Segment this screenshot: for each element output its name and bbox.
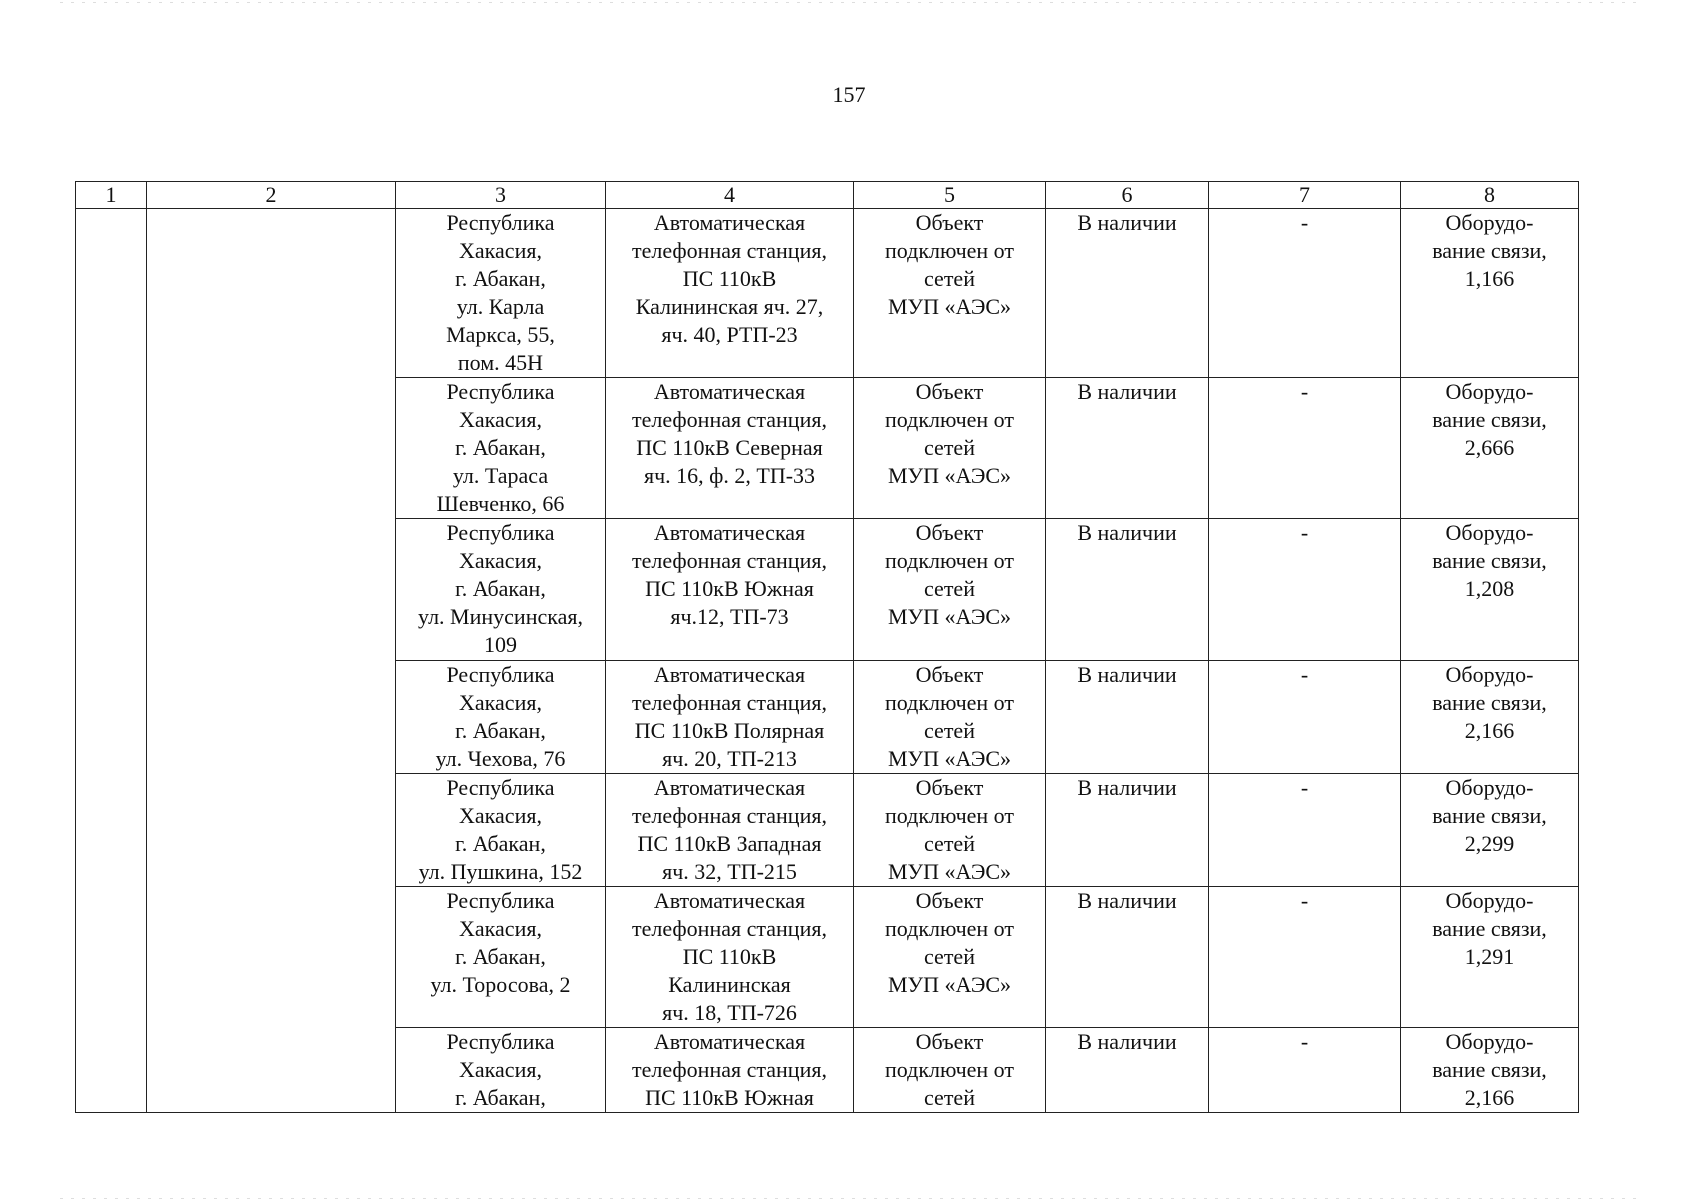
column-number: 4 — [606, 182, 854, 209]
page-number: 157 — [832, 82, 866, 107]
equipment-cell: Оборудо- вание связи, 2,299 — [1401, 774, 1579, 887]
column-number: 7 — [1209, 182, 1401, 209]
object-cell: Автоматическая телефонная станция, ПС 110кВ Полярная яч. 20, ТП-213 — [606, 661, 854, 774]
equipment-cell: Оборудо- вание связи, 1,208 — [1401, 519, 1579, 661]
connection-cell: Объект подключен от сетей МУП «АЭС» — [854, 661, 1046, 774]
equipment-cell: Оборудо- вание связи, 2,166 — [1401, 1028, 1579, 1113]
col7-cell: - — [1209, 519, 1401, 661]
address-cell: Республика Хакасия, г. Абакан, ул. Пушкина, 152 — [396, 774, 606, 887]
equipment-cell: Оборудо- вание связи, 1,166 — [1401, 209, 1579, 378]
connection-cell: Объект подключен от сетей МУП «АЭС» — [854, 887, 1046, 1028]
col7-cell: - — [1209, 661, 1401, 774]
data-table — [75, 181, 1579, 1113]
col7-cell: - — [1209, 1028, 1401, 1113]
scan-edge-top — [60, 2, 1640, 3]
availability-cell: В наличии — [1046, 661, 1209, 774]
col7-cell: - — [1209, 887, 1401, 1028]
column-number: 3 — [396, 182, 606, 209]
column-number: 2 — [147, 182, 396, 209]
availability-cell: В наличии — [1046, 519, 1209, 661]
col7-cell: - — [1209, 378, 1401, 519]
equipment-cell: Оборудо- вание связи, 2,166 — [1401, 661, 1579, 774]
availability-cell: В наличии — [1046, 1028, 1209, 1113]
col7-cell: - — [1209, 209, 1401, 378]
equipment-cell: Оборудо- вание связи, 1,291 — [1401, 887, 1579, 1028]
col7-cell: - — [1209, 774, 1401, 887]
address-cell: Республика Хакасия, г. Абакан, ул. Тараса Шевченко, 66 — [396, 378, 606, 519]
column-number-row — [76, 182, 1579, 209]
connection-cell: Объект подключен от сетей МУП «АЭС» — [854, 774, 1046, 887]
address-cell: Республика Хакасия, г. Абакан, ул. Торосова, 2 — [396, 887, 606, 1028]
object-cell: Автоматическая телефонная станция, ПС 110кВ Южная — [606, 1028, 854, 1113]
object-cell: Автоматическая телефонная станция, ПС 110кВ Калининская яч. 27, яч. 40, РТП-23 — [606, 209, 854, 378]
address-cell: Республика Хакасия, г. Абакан, ул. Карла Маркса, 55, пом. 45Н — [396, 209, 606, 378]
object-cell: Автоматическая телефонная станция, ПС 110кВ Калининская яч. 18, ТП-726 — [606, 887, 854, 1028]
column-number: 1 — [76, 182, 147, 209]
object-cell: Автоматическая телефонная станция, ПС 110кВ Западная яч. 32, ТП-215 — [606, 774, 854, 887]
connection-cell: Объект подключен от сетей МУП «АЭС» — [854, 209, 1046, 378]
availability-cell: В наличии — [1046, 774, 1209, 887]
availability-cell: В наличии — [1046, 887, 1209, 1028]
col1-cell — [76, 209, 147, 1113]
equipment-cell: Оборудо- вание связи, 2,666 — [1401, 378, 1579, 519]
connection-cell: Объект подключен от сетей МУП «АЭС» — [854, 378, 1046, 519]
address-cell: Республика Хакасия, г. Абакан, ул. Чехова, 76 — [396, 661, 606, 774]
address-cell: Республика Хакасия, г. Абакан, ул. Минусинская, 109 — [396, 519, 606, 661]
object-cell: Автоматическая телефонная станция, ПС 110кВ Южная яч.12, ТП-73 — [606, 519, 854, 661]
table-row — [76, 209, 1579, 378]
column-number: 8 — [1401, 182, 1579, 209]
column-number: 5 — [854, 182, 1046, 209]
col2-cell — [147, 209, 396, 1113]
column-number: 6 — [1046, 182, 1209, 209]
availability-cell: В наличии — [1046, 209, 1209, 378]
address-cell: Республика Хакасия, г. Абакан, — [396, 1028, 606, 1113]
connection-cell: Объект подключен от сетей МУП «АЭС» — [854, 519, 1046, 661]
availability-cell: В наличии — [1046, 378, 1209, 519]
connection-cell: Объект подключен от сетей — [854, 1028, 1046, 1113]
scan-edge-bottom — [60, 1198, 1640, 1199]
object-cell: Автоматическая телефонная станция, ПС 110кВ Северная яч. 16, ф. 2, ТП-33 — [606, 378, 854, 519]
